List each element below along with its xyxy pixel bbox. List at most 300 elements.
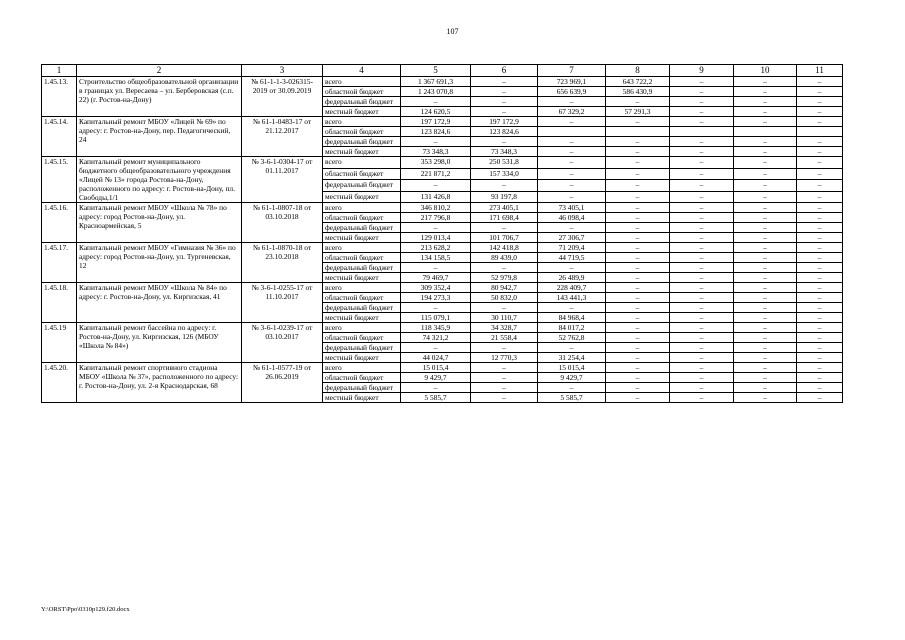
funding-source: всего [323,117,401,127]
amount-cell: – [734,353,797,363]
table-row [42,117,843,127]
amount-cell: – [797,363,843,373]
amount-cell: 27 306,7 [538,233,606,243]
expertise-document: № 61-1-0807-18 от 03.10.2018 [242,203,323,243]
amount-cell: 9 429,7 [401,373,471,383]
amount-cell: 93 197,8 [471,191,538,203]
amount-cell: – [670,393,734,403]
table-row [42,77,843,87]
amount-cell: – [734,343,797,353]
amount-cell: – [670,223,734,233]
object-name: Капитальный ремонт муниципального бюджетного общеобразовательного учреждения «Лицей № 13» города Ростова-на-Дону, расположенного по адресу: г. Ростов-на-Дону, пл. Свободы,1/1 [77,157,242,203]
amount-cell: – [471,393,538,403]
amount-cell: – [734,243,797,253]
amount-cell: – [606,137,670,147]
amount-cell: – [606,97,670,107]
amount-cell: – [538,157,606,169]
amount-cell: – [670,117,734,127]
amount-cell: 115 079,1 [401,313,471,323]
amount-cell: – [734,97,797,107]
amount-cell: – [606,117,670,127]
amount-cell: – [734,293,797,303]
funding-source: федеральный бюджет [323,180,401,192]
amount-cell: – [538,117,606,127]
amount-cell [606,127,670,137]
amount-cell: 101 706,7 [471,233,538,243]
amount-cell: 213 628,2 [401,243,471,253]
table-row [42,323,843,333]
amount-cell: 273 405,1 [471,203,538,213]
funding-source: всего [323,363,401,373]
amount-cell: – [734,303,797,313]
amount-cell: 73 348,3 [471,147,538,157]
amount-cell: 197 172,9 [471,117,538,127]
column-header: 7 [538,65,606,77]
funding-source: всего [323,283,401,293]
amount-cell: – [606,233,670,243]
amount-cell: – [606,383,670,393]
object-name: Капитальный ремонт МБОУ «Гимназия № 36» по адресу: город Ростов-на-Дону, ул. Тургеневская, 12 [77,243,242,283]
amount-cell: 31 254,4 [538,353,606,363]
amount-cell: 50 832,0 [471,293,538,303]
expertise-document: № 3-6-1-0304-17 от 01.11.2017 [242,157,323,203]
amount-cell: – [797,213,843,223]
funding-source: областной бюджет [323,293,401,303]
expertise-document: № 61-1-0870-18 от 23.10.2018 [242,243,323,283]
funding-source: областной бюджет [323,213,401,223]
column-header: 11 [797,65,843,77]
table-row [42,283,843,293]
amount-cell: – [797,303,843,313]
amount-cell: – [797,353,843,363]
amount-cell: – [797,107,843,117]
amount-cell: – [797,97,843,107]
amount-cell: 30 110,7 [471,313,538,323]
amount-cell: – [797,313,843,323]
amount-cell: 9 429,7 [538,373,606,383]
amount-cell: – [734,253,797,263]
amount-cell: – [538,343,606,353]
amount-cell: – [670,147,734,157]
amount-cell: 346 810,2 [401,203,471,213]
funding-source: федеральный бюджет [323,223,401,233]
amount-cell: – [471,363,538,373]
amount-cell: – [670,233,734,243]
amount-cell: – [797,333,843,343]
table-row [42,363,843,373]
amount-cell: – [670,253,734,263]
funding-source: федеральный бюджет [323,97,401,107]
funding-source: местный бюджет [323,191,401,203]
item-number: 1.45.18. [42,283,77,323]
amount-cell: 129 013,4 [401,233,471,243]
column-header: 6 [471,65,538,77]
amount-cell: 643 722,2 [606,77,670,87]
table-body [42,77,843,403]
amount-cell: – [797,393,843,403]
amount-cell: – [670,203,734,213]
object-name: Капитальный ремонт МБОУ «Лицей № 69» по адресу: г. Ростов-на-Дону, пер. Педагогический, 24 [77,117,242,157]
amount-cell: – [538,97,606,107]
funding-source: федеральный бюджет [323,383,401,393]
amount-cell: – [670,180,734,192]
amount-cell: – [471,97,538,107]
amount-cell: 21 558,4 [471,333,538,343]
amount-cell: – [606,263,670,273]
amount-cell: – [401,223,471,233]
amount-cell: 131 426,8 [401,191,471,203]
funding-source: всего [323,203,401,213]
amount-cell: – [670,293,734,303]
amount-cell: 79 469,7 [401,273,471,283]
expertise-document: № 3-6-1-0255-17 от 11.10.2017 [242,283,323,323]
amount-cell: – [670,157,734,169]
amount-cell: – [734,283,797,293]
amount-cell: – [606,283,670,293]
amount-cell: 57 291,3 [606,107,670,117]
amount-cell: – [670,363,734,373]
amount-cell: – [734,233,797,243]
amount-cell: 723 969,1 [538,77,606,87]
object-name: Капитальный ремонт МБОУ «Школа № 78» по адресу: город Ростов-на-Дону, ул. Красноармейская, 5 [77,203,242,243]
amount-cell: – [670,383,734,393]
amount-cell: 89 439,0 [471,253,538,263]
amount-cell: – [471,343,538,353]
amount-cell: – [538,137,606,147]
amount-cell: – [734,333,797,343]
amount-cell: 143 441,3 [538,293,606,303]
expertise-document: № 61-1-0577-19 от 26.06.2019 [242,363,323,403]
amount-cell: – [734,180,797,192]
amount-cell: – [606,253,670,263]
amount-cell: – [401,137,471,147]
amount-cell: 656 639,9 [538,87,606,97]
amount-cell: 73 405,1 [538,203,606,213]
amount-cell: – [797,87,843,97]
amount-cell: – [734,263,797,273]
amount-cell: – [797,323,843,333]
amount-cell: 5 585,7 [538,393,606,403]
amount-cell: 197 172,9 [401,117,471,127]
amount-cell: – [670,353,734,363]
amount-cell: – [670,97,734,107]
item-number: 1.45.14. [42,117,77,157]
amount-cell: – [538,147,606,157]
amount-cell [734,127,797,137]
column-header: 9 [670,65,734,77]
funding-source: местный бюджет [323,147,401,157]
amount-cell: – [670,373,734,383]
amount-cell: – [471,223,538,233]
amount-cell: – [401,180,471,192]
amount-cell: – [538,168,606,180]
funding-source: всего [323,323,401,333]
amount-cell: – [797,168,843,180]
amount-cell: – [670,333,734,343]
column-number-header [42,65,843,77]
amount-cell: – [797,263,843,273]
amount-cell: 73 348,3 [401,147,471,157]
amount-cell: – [734,363,797,373]
amount-cell: – [734,191,797,203]
amount-cell: – [670,273,734,283]
amount-cell: – [538,180,606,192]
amount-cell: – [734,393,797,403]
funding-source: местный бюджет [323,313,401,323]
amount-cell: – [734,383,797,393]
amount-cell: – [670,323,734,333]
financing-table [41,64,843,403]
amount-cell: – [670,87,734,97]
amount-cell: 123 824,6 [401,127,471,137]
amount-cell: 194 273,3 [401,293,471,303]
amount-cell: 15 015,4 [401,363,471,373]
funding-source: местный бюджет [323,233,401,243]
amount-cell: – [734,117,797,127]
object-name: Капитальный ремонт МБОУ «Школа № 84» по адресу: г. Ростов-на-Дону, ул. Киргизская, 41 [77,283,242,323]
object-name: Строительство общеобразовательной организации в границах ул. Вересаева – ул. Берберовская (с.п. 22) (г. Ростов-на-Дону) [77,77,242,117]
amount-cell: – [734,168,797,180]
amount-cell: 586 430,9 [606,87,670,97]
amount-cell: – [734,137,797,147]
amount-cell: – [538,263,606,273]
amount-cell: – [538,303,606,313]
funding-source: федеральный бюджет [323,137,401,147]
amount-cell: – [606,147,670,157]
amount-cell: 80 942,7 [471,283,538,293]
amount-cell: – [734,87,797,97]
funding-source: федеральный бюджет [323,303,401,313]
amount-cell: 52 979,8 [471,273,538,283]
amount-cell: – [670,137,734,147]
amount-cell: – [734,273,797,283]
amount-cell: – [797,273,843,283]
amount-cell: – [401,97,471,107]
funding-source: местный бюджет [323,353,401,363]
amount-cell: – [606,313,670,323]
amount-cell: – [471,263,538,273]
amount-cell: – [670,191,734,203]
object-name: Капитальный ремонт спортивного стадиона МБОУ «Школа № 37», расположенного по адресу: г. Ростов-на-Дону, ул. 2-я Краснодарская, 68 [77,363,242,403]
amount-cell: 46 098,4 [538,213,606,223]
funding-source: областной бюджет [323,253,401,263]
amount-cell: – [797,77,843,87]
amount-cell: – [797,223,843,233]
item-number: 1.45.15. [42,157,77,203]
item-number: 1.45.16. [42,203,77,243]
amount-cell: – [670,213,734,223]
funding-source: всего [323,243,401,253]
amount-cell: – [606,393,670,403]
amount-cell: 67 329,2 [538,107,606,117]
amount-cell: 5 585,7 [401,393,471,403]
funding-source: областной бюджет [323,168,401,180]
amount-cell: 124 620,5 [401,107,471,117]
file-path-footer: Y:\ORST\Ppo\0310p129.f20.docx [41,606,130,613]
amount-cell: – [606,213,670,223]
amount-cell: – [670,168,734,180]
funding-source: федеральный бюджет [323,343,401,353]
amount-cell: 157 334,0 [471,168,538,180]
item-number: 1.45.17. [42,243,77,283]
amount-cell: 1 243 070,8 [401,87,471,97]
amount-cell: – [606,157,670,169]
amount-cell: – [471,383,538,393]
amount-cell: 142 418,8 [471,243,538,253]
amount-cell: 217 796,8 [401,213,471,223]
amount-cell: – [734,373,797,383]
table-row [42,157,843,169]
item-number: 1.45.19 [42,323,77,363]
amount-cell: – [670,243,734,253]
amount-cell: – [734,223,797,233]
amount-cell: 171 698,4 [471,213,538,223]
amount-cell: – [538,223,606,233]
amount-cell: 34 328,7 [471,323,538,333]
amount-cell: – [606,323,670,333]
funding-source: федеральный бюджет [323,263,401,273]
item-number: 1.45.13. [42,77,77,117]
amount-cell: – [606,333,670,343]
expertise-document: № 61-1-0483-17 от 21.12.2017 [242,117,323,157]
amount-cell: 1 367 691,3 [401,77,471,87]
amount-cell: 353 298,0 [401,157,471,169]
amount-cell: – [606,363,670,373]
amount-cell: – [797,147,843,157]
amount-cell: – [606,223,670,233]
funding-source: областной бюджет [323,333,401,343]
amount-cell: 26 489,9 [538,273,606,283]
amount-cell: – [797,373,843,383]
amount-cell: 134 158,5 [401,253,471,263]
amount-cell: – [670,303,734,313]
amount-cell: – [797,383,843,393]
amount-cell: – [606,293,670,303]
amount-cell: 118 345,9 [401,323,471,333]
column-header: 10 [734,65,797,77]
table-row [42,243,843,253]
amount-cell [797,127,843,137]
amount-cell: – [670,313,734,323]
amount-cell: – [401,263,471,273]
amount-cell: 71 209,4 [538,243,606,253]
amount-cell: – [734,203,797,213]
amount-cell [538,127,606,137]
amount-cell: – [471,137,538,147]
amount-cell: – [734,107,797,117]
amount-cell: – [606,243,670,253]
table-row [42,203,843,213]
amount-cell: – [606,373,670,383]
column-header: 4 [323,65,401,77]
column-header: 3 [242,65,323,77]
amount-cell: – [797,117,843,127]
amount-cell: 84 017,2 [538,323,606,333]
amount-cell: – [471,87,538,97]
amount-cell: – [734,147,797,157]
item-number: 1.45.20. [42,363,77,403]
amount-cell: – [606,203,670,213]
amount-cell: – [734,313,797,323]
amount-cell: – [538,191,606,203]
amount-cell: – [797,191,843,203]
column-header: 2 [77,65,242,77]
amount-cell: 44 024,7 [401,353,471,363]
amount-cell: – [606,273,670,283]
funding-source: всего [323,77,401,87]
amount-cell: – [670,343,734,353]
funding-source: всего [323,157,401,169]
expertise-document: № 61-1-1-3-026315-2019 от 30.09.2019 [242,77,323,117]
amount-cell: 123 824,6 [471,127,538,137]
amount-cell: – [797,293,843,303]
amount-cell: – [670,77,734,87]
amount-cell: 250 531,8 [471,157,538,169]
amount-cell: – [734,77,797,87]
amount-cell: – [734,323,797,333]
amount-cell: – [401,343,471,353]
amount-cell: 12 770,3 [471,353,538,363]
funding-source: областной бюджет [323,127,401,137]
amount-cell: – [734,213,797,223]
funding-source: местный бюджет [323,107,401,117]
amount-cell: – [606,353,670,363]
amount-cell: – [471,303,538,313]
amount-cell: 221 871,2 [401,168,471,180]
amount-cell: – [797,233,843,243]
amount-cell: – [471,107,538,117]
funding-source: местный бюджет [323,393,401,403]
column-header: 8 [606,65,670,77]
funding-source: областной бюджет [323,373,401,383]
amount-cell: 84 968,4 [538,313,606,323]
amount-cell: – [606,343,670,353]
column-header: 1 [42,65,77,77]
amount-cell: – [471,373,538,383]
amount-cell: – [797,343,843,353]
funding-source: местный бюджет [323,273,401,283]
amount-cell: – [606,168,670,180]
amount-cell: – [606,303,670,313]
amount-cell: 228 409,7 [538,283,606,293]
amount-cell: – [797,137,843,147]
column-header: 5 [401,65,471,77]
amount-cell [670,127,734,137]
amount-cell: – [797,283,843,293]
amount-cell: 15 015,4 [538,363,606,373]
amount-cell: 44 719,5 [538,253,606,263]
amount-cell: – [401,303,471,313]
expertise-document: № 3-6-1-0239-17 от 03.10.2017 [242,323,323,363]
amount-cell: – [797,243,843,253]
funding-source: областной бюджет [323,87,401,97]
amount-cell: – [670,283,734,293]
amount-cell: – [538,383,606,393]
amount-cell: 309 352,4 [401,283,471,293]
amount-cell: – [797,203,843,213]
amount-cell: – [797,253,843,263]
amount-cell: – [401,383,471,393]
amount-cell: – [797,180,843,192]
amount-cell: – [670,107,734,117]
page-number: 107 [446,27,459,36]
amount-cell: – [606,191,670,203]
amount-cell: – [471,77,538,87]
amount-cell: – [670,263,734,273]
amount-cell: – [606,180,670,192]
amount-cell: – [471,180,538,192]
amount-cell: – [797,157,843,169]
